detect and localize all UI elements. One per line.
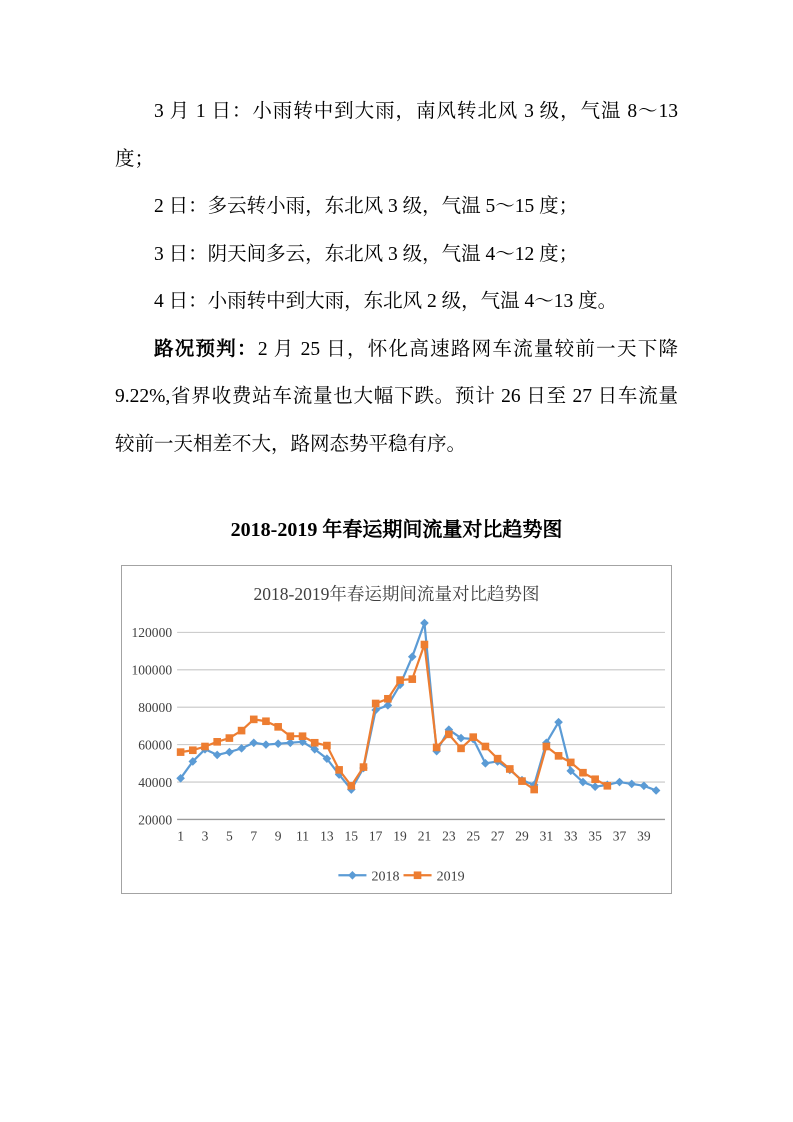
forecast-line-1-text: 2 月 25 日，怀化高速路网车流量较前一天下降	[257, 338, 678, 360]
data-point-2018	[627, 780, 636, 789]
legend-label-2019: 2019	[436, 869, 465, 885]
x-tick-label: 37	[612, 828, 627, 844]
data-point-2019	[579, 769, 587, 777]
weather-line-1-cont: 度；	[115, 148, 155, 170]
data-point-2019	[604, 782, 612, 790]
data-point-2019	[433, 744, 441, 752]
y-tick-label: 80000	[138, 700, 173, 716]
series-line-2019	[181, 645, 608, 790]
x-tick-label: 13	[320, 828, 334, 844]
weather-line-4: 4 日：小雨转中到大雨，东北风 2 级，气温 4～13 度。	[154, 291, 618, 312]
data-point-2019	[372, 700, 380, 708]
data-point-2019	[287, 732, 295, 740]
weather-line-3: 3 日：阴天间多云，东北风 3 级，气温 4～12 度；	[154, 243, 579, 265]
x-tick-label: 27	[490, 828, 505, 844]
data-point-2019	[226, 734, 234, 742]
x-tick-label: 31	[539, 828, 554, 844]
data-point-2019	[323, 742, 331, 750]
x-tick-label: 15	[344, 828, 359, 844]
x-tick-label: 21	[417, 828, 432, 844]
body-text	[115, 88, 678, 468]
data-point-2018	[481, 759, 490, 768]
data-point-2019	[445, 731, 453, 739]
data-point-2019	[189, 746, 197, 754]
data-point-2019	[530, 786, 538, 794]
x-tick-label: 19	[393, 828, 407, 844]
x-tick-label: 23	[442, 828, 456, 844]
x-tick-label: 35	[588, 828, 602, 844]
data-point-2019	[347, 782, 355, 790]
data-point-2019	[201, 743, 209, 751]
data-point-2019	[482, 743, 490, 751]
data-point-2019	[177, 748, 185, 756]
legend	[338, 869, 464, 884]
weather-line-2: 2 日：多云转小雨，东北风 3 级，气温 5～15 度；	[154, 196, 579, 217]
data-point-2019	[396, 676, 404, 684]
data-point-2019	[567, 759, 575, 767]
x-tick-label: 25	[466, 828, 480, 844]
flow-comparison-chart[interactable]	[121, 565, 672, 894]
data-point-2019	[262, 717, 270, 725]
data-point-2019	[506, 765, 514, 773]
data-point-2018	[640, 781, 649, 790]
data-point-2019	[250, 716, 258, 724]
data-point-2019	[384, 695, 392, 703]
data-point-2019	[494, 755, 502, 763]
forecast-line-3: 较前一天相差不大，路网态势平稳有序。	[115, 433, 467, 455]
legend-label-2018: 2018	[371, 869, 400, 885]
data-point-2018	[225, 748, 234, 757]
data-point-2019	[311, 739, 319, 747]
data-point-2018	[408, 652, 417, 661]
forecast-line-2: 9.22%,省界收费站车流量也大幅下跌。预计 26 日至 27 日车流量	[115, 386, 678, 407]
data-point-2018	[213, 751, 222, 760]
data-point-2019	[457, 745, 465, 753]
weather-line-1: 3 月 1 日：小雨转中到大雨，南风转北风 3 级，气温 8～13	[154, 101, 678, 122]
legend-marker-2019	[414, 871, 422, 879]
data-point-2019	[518, 777, 526, 785]
x-tick-label: 5	[225, 828, 233, 844]
data-point-2019	[360, 763, 368, 771]
data-point-2018	[262, 740, 271, 749]
data-point-2018	[652, 786, 661, 795]
data-point-2019	[408, 675, 416, 683]
x-tick-label: 1	[177, 828, 184, 844]
chart-title: 2018-2019年春运期间流量对比趋势图	[253, 584, 540, 605]
x-tick-label: 33	[563, 828, 578, 844]
x-tick-label: 7	[250, 828, 258, 844]
y-tick-label: 100000	[131, 662, 173, 678]
x-tick-label: 3	[201, 828, 209, 844]
data-point-2019	[543, 743, 551, 751]
x-tick-label: 11	[296, 828, 310, 844]
forecast-lead-label: 路况预判：	[154, 338, 258, 360]
data-point-2019	[274, 723, 282, 731]
y-tick-label: 20000	[138, 812, 173, 828]
chart-section-title: 2018-2019 年春运期间流量对比趋势图	[230, 519, 563, 541]
data-point-2019	[213, 738, 221, 746]
data-point-2019	[335, 766, 343, 774]
y-tick-label: 60000	[138, 737, 173, 753]
data-point-2018	[274, 739, 283, 748]
forecast-line-1	[115, 326, 678, 374]
data-point-2018	[591, 782, 600, 791]
data-point-2019	[555, 752, 563, 760]
data-point-2018	[237, 744, 246, 753]
data-point-2019	[238, 727, 246, 735]
data-point-2018	[615, 778, 624, 787]
data-point-2018	[249, 738, 258, 747]
data-point-2018	[420, 619, 429, 628]
flow-chart-svg	[122, 566, 671, 893]
x-tick-label: 39	[637, 828, 651, 844]
data-point-2019	[469, 733, 477, 741]
data-point-2019	[421, 641, 429, 649]
x-tick-label: 9	[274, 828, 282, 844]
y-tick-label: 40000	[138, 774, 173, 790]
data-point-2019	[591, 775, 599, 783]
x-tick-label: 17	[368, 828, 383, 844]
legend-marker-2018	[348, 871, 357, 880]
x-tick-label: 29	[515, 828, 529, 844]
y-tick-label: 120000	[131, 625, 173, 641]
series-2019	[177, 641, 611, 794]
data-point-2019	[299, 732, 307, 740]
